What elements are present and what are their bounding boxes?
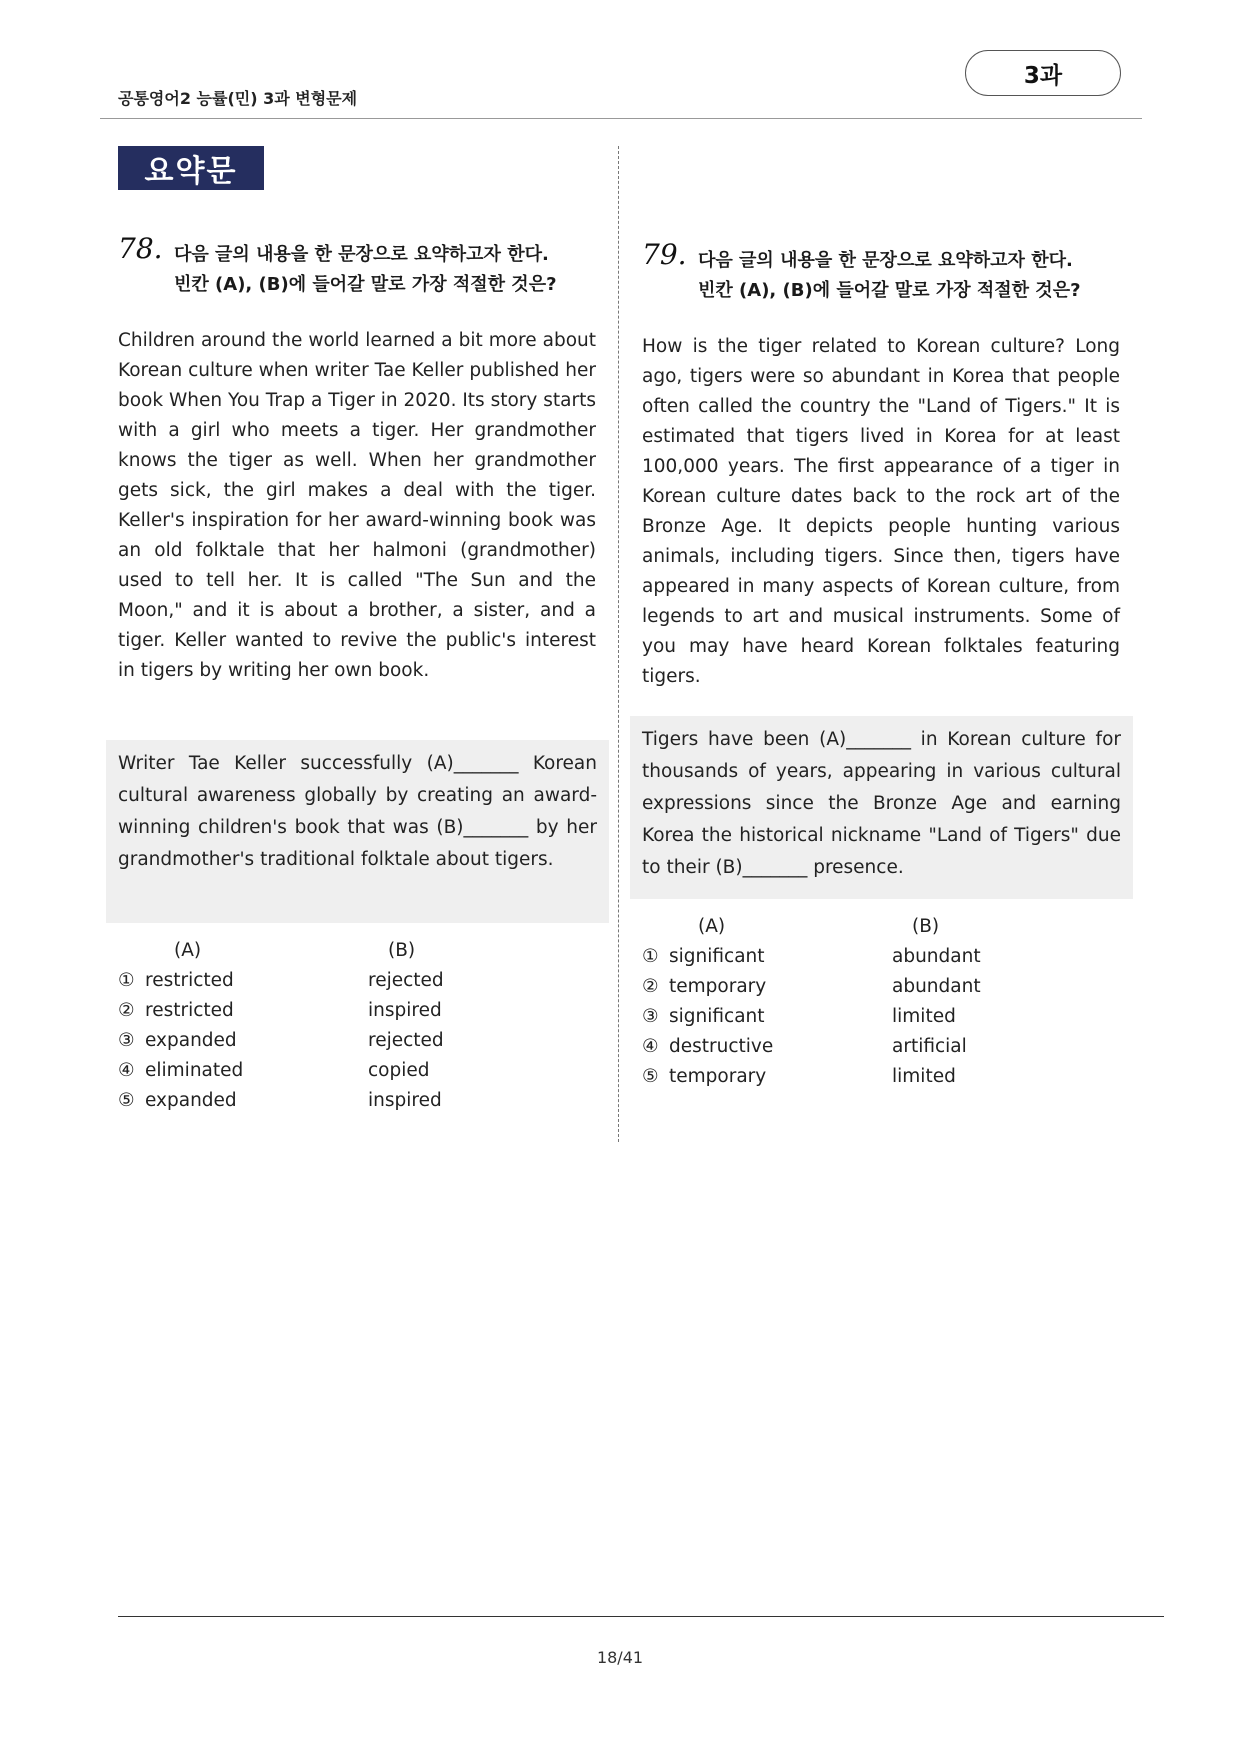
option-a-value: expanded [145, 1090, 237, 1111]
options-header [118, 936, 598, 966]
question-number: 78. [118, 232, 163, 265]
option-b-value: rejected [368, 970, 444, 991]
option-a-value: significant [669, 946, 765, 967]
option-a-value: expanded [145, 1030, 237, 1051]
option-b-value: artificial [892, 1036, 967, 1057]
reading-passage: How is the tiger related to Korean culture? Long ago, tigers were so abundant in Korea that people often called the country the "Land of Tigers." It is estimated that tigers lived in Korea for at least 100,000 years. The first appearance of a tiger in Korean culture dates back to the rock art of the Bronze Age. It depicts people hunting various animals, including tigers. Since then, tigers have appeared in many aspects of Korean culture, from legends to art and musical instruments. Some of you may have heard Korean folktales featuring tigers. [642, 336, 1120, 687]
option-a-value: restricted [145, 970, 234, 991]
question-prompt-line-2: 빈칸 (A), (B)에 들어갈 말로 가장 적절한 것은? [174, 274, 557, 295]
options-header-b: (B) [912, 916, 940, 937]
option-a-value: significant [669, 1006, 765, 1027]
option-b-value: inspired [368, 1090, 442, 1111]
question-prompt-line-1: 다음 글의 내용을 한 문장으로 요약하고자 한다. [698, 250, 1073, 271]
answer-option-5[interactable] [642, 1062, 1122, 1092]
option-b-value: inspired [368, 1000, 442, 1021]
option-number: ③ [118, 1030, 135, 1051]
option-a-value: temporary [669, 976, 767, 997]
answer-option-4[interactable] [118, 1056, 598, 1086]
options-header-a: (A) [698, 916, 726, 937]
question-prompt [174, 240, 598, 300]
answer-option-1[interactable] [642, 942, 1122, 972]
option-number: ① [118, 970, 135, 991]
reading-passage: Children around the world learned a bit more about Korean culture when writer Tae Keller published her book When You Trap a Tiger in 2020. Its story starts with a girl who meets a tiger. Her grandmother knows the tiger as well. When her grandmother gets sick, the girl makes a deal with the tiger. Keller's inspiration for her award-winning book was an old folktale that her halmoni (grandmother) used to tell her. It is called "The Sun and the Moon," and it is about a brother, a sister, and a tiger. Keller wanted to revive the public's interest in tigers by writing her own book. [118, 330, 596, 681]
answer-options [642, 912, 1122, 1092]
document-header-title: 공통영어2 능률(민) 3과 변형문제 [118, 89, 358, 108]
lesson-badge: 3과 [965, 50, 1121, 96]
answer-option-4[interactable] [642, 1032, 1122, 1062]
answer-option-3[interactable] [642, 1002, 1122, 1032]
option-a-value: eliminated [145, 1060, 244, 1081]
column-divider [618, 146, 619, 1142]
options-header [642, 912, 1122, 942]
summary-sentence-box [106, 740, 609, 923]
option-b-value: copied [368, 1060, 430, 1081]
option-b-value: limited [892, 1066, 956, 1087]
option-number: ④ [118, 1060, 135, 1081]
question-prompt [698, 246, 1122, 306]
summary-sentence: Writer Tae Keller successfully (A)_______ Korean cultural awareness globally by creating an award-winning children's book that was (B)_______ by her grandmother's traditional folktale about tigers. [118, 753, 597, 870]
section-label: 요약문 [118, 146, 264, 190]
option-number: ② [642, 976, 659, 997]
summary-sentence: Tigers have been (A)_______ in Korean culture for thousands of years, appearing in various cultural expressions since the Bronze Age and earning Korea the historical nickname "Land of Tigers" due to their (B)_______ presence. [642, 729, 1121, 878]
page-number: 18/41 [596, 1648, 644, 1667]
question-prompt-line-1: 다음 글의 내용을 한 문장으로 요약하고자 한다. [174, 244, 549, 265]
options-header-b: (B) [388, 940, 416, 961]
option-b-value: rejected [368, 1030, 444, 1051]
option-a-value: temporary [669, 1066, 767, 1087]
summary-sentence-box [630, 716, 1133, 899]
question-header [118, 232, 598, 300]
question-header [642, 238, 1122, 306]
answer-option-2[interactable] [642, 972, 1122, 1002]
question-prompt-line-2: 빈칸 (A), (B)에 들어갈 말로 가장 적절한 것은? [698, 280, 1081, 301]
answer-option-5[interactable] [118, 1086, 598, 1116]
header-divider [100, 118, 1142, 119]
answer-option-2[interactable] [118, 996, 598, 1026]
answer-options [118, 936, 598, 1116]
option-number: ② [118, 1000, 135, 1021]
question-number: 79. [642, 238, 687, 271]
options-header-a: (A) [174, 940, 202, 961]
answer-option-1[interactable] [118, 966, 598, 996]
option-number: ⑤ [642, 1066, 659, 1087]
option-number: ③ [642, 1006, 659, 1027]
option-a-value: restricted [145, 1000, 234, 1021]
option-a-value: destructive [669, 1036, 774, 1057]
answer-option-3[interactable] [118, 1026, 598, 1056]
footer-divider [118, 1616, 1164, 1617]
option-b-value: limited [892, 1006, 956, 1027]
option-b-value: abundant [892, 946, 981, 967]
option-number: ④ [642, 1036, 659, 1057]
option-b-value: abundant [892, 976, 981, 997]
option-number: ⑤ [118, 1090, 135, 1111]
option-number: ① [642, 946, 659, 967]
